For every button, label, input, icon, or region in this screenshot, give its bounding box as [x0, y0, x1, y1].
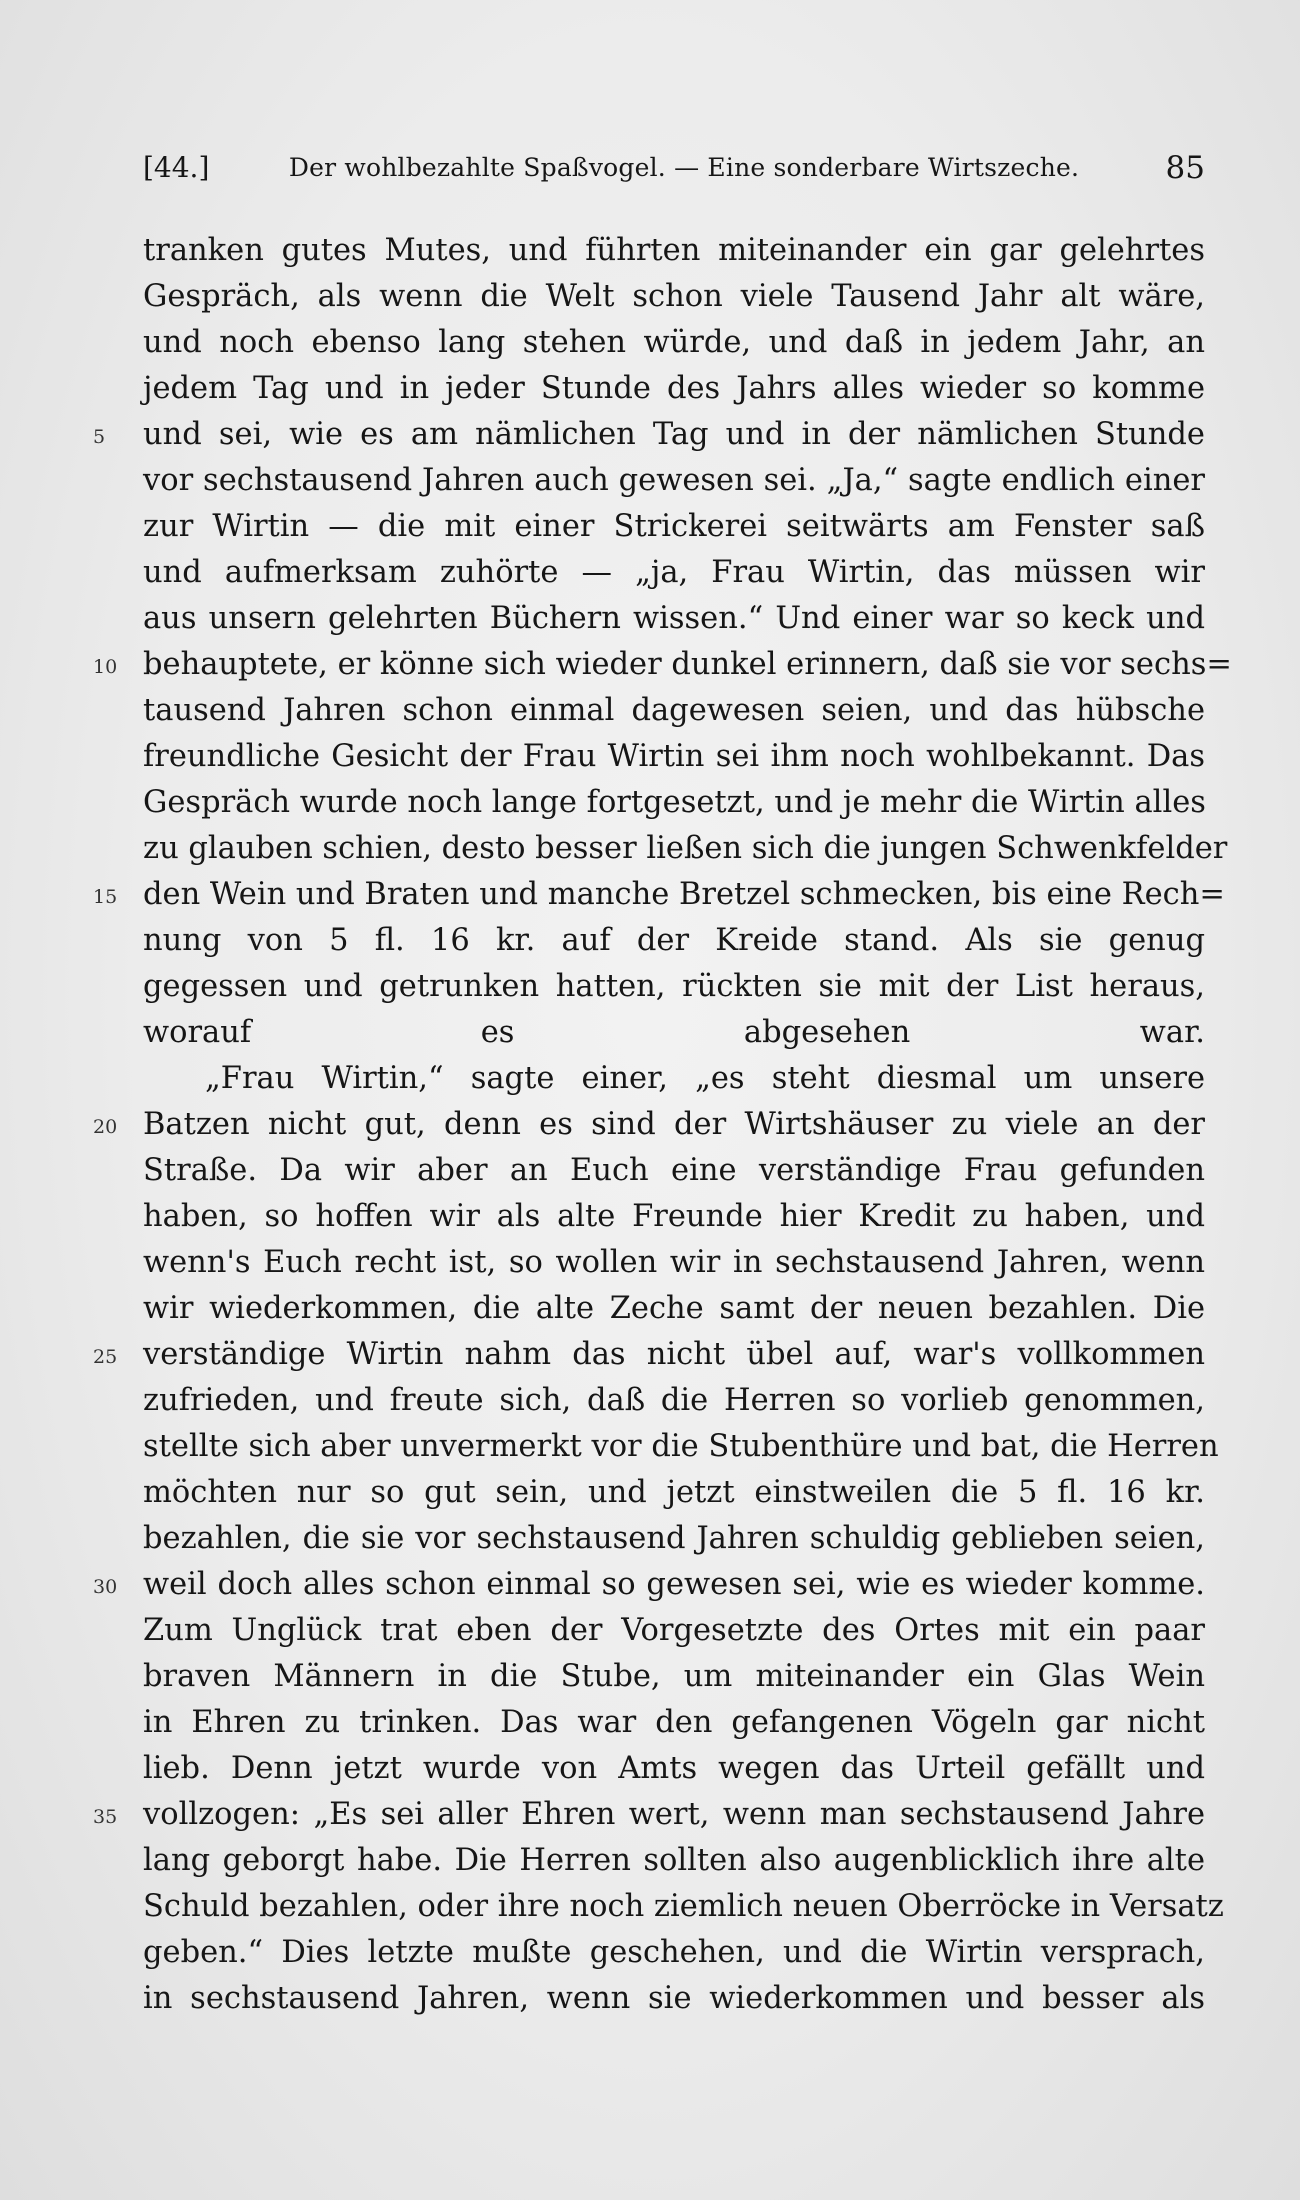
line-text: in Ehren zu trinken. Das war den gefangenen Vögeln gar nicht [143, 1705, 1205, 1740]
line-text: bezahlen, die sie vor sechstausend Jahren schuldig geblieben seien, [143, 1521, 1205, 1556]
text-line [143, 1838, 1205, 1884]
line-text: haben, so hoffen wir als alte Freunde hier Kredit zu haben, und [143, 1199, 1205, 1234]
line-text: tranken gutes Mutes, und führten miteinander ein gar gelehrtes [143, 233, 1205, 268]
line-text: zu glauben schien, desto besser ließen sich die jungen Schwenkfelder [143, 831, 1228, 866]
running-head [143, 148, 1205, 188]
line-number: 5 [93, 426, 106, 448]
text-line [143, 964, 1205, 1010]
text-line [143, 1056, 1205, 1102]
line-text: Gespräch, als wenn die Welt schon viele Tausend Jahr alt wäre, [143, 279, 1205, 314]
line-text: Zum Unglück trat eben der Vorgesetzte des Ortes mit ein paar [143, 1613, 1205, 1648]
line-text: braven Männern in die Stube, um miteinander ein Glas Wein [143, 1659, 1205, 1694]
text-line [143, 1608, 1205, 1654]
line-text: Batzen nicht gut, denn es sind der Wirtshäuser zu viele an der [143, 1107, 1205, 1142]
line-text: und sei, wie es am nämlichen Tag und in der nämlichen Stunde [143, 417, 1205, 452]
text-line [143, 1194, 1205, 1240]
text-line [143, 1976, 1205, 2022]
text-line [143, 320, 1205, 366]
text-line [143, 1148, 1205, 1194]
text-line [143, 1746, 1205, 1792]
line-text: freundliche Gesicht der Frau Wirtin sei ihm noch wohlbekannt. Das [143, 739, 1205, 774]
text-line [143, 1930, 1205, 1976]
text-line [93, 1792, 1205, 1838]
line-text: möchten nur so gut sein, und jetzt einstweilen die 5 fl. 16 kr. [143, 1475, 1205, 1510]
line-text: geben.“ Dies letzte mußte geschehen, und die Wirtin versprach, [143, 1935, 1205, 1970]
text-line [143, 1286, 1205, 1332]
line-text: zufrieden, und freute sich, daß die Herren so vorlieb genommen, [143, 1383, 1205, 1418]
line-text: vor sechstausend Jahren auch gewesen sei. „Ja,“ sagte endlich einer [143, 463, 1205, 498]
line-text: jedem Tag und in jeder Stunde des Jahrs alles wieder so komme [143, 371, 1205, 406]
text-line [143, 366, 1205, 412]
text-line [143, 1516, 1205, 1562]
line-text: aus unsern gelehrten Büchern wissen.“ Und einer war so keck und [143, 601, 1205, 636]
line-text: den Wein und Braten und manche Bretzel schmecken, bis eine Rech= [143, 877, 1225, 912]
line-text: gegessen und getrunken hatten, rückten sie mit der List heraus, [143, 969, 1205, 1004]
body-text [93, 228, 1232, 2022]
line-text: zur Wirtin — die mit einer Strickerei seitwärts am Fenster saß [143, 509, 1205, 544]
text-line [93, 1562, 1205, 1608]
text-line [93, 412, 1205, 458]
text-line [93, 872, 1225, 918]
line-text: lieb. Denn jetzt wurde von Amts wegen das Urteil gefällt und [143, 1751, 1205, 1786]
line-number: 25 [93, 1346, 118, 1368]
line-text: weil doch alles schon einmal so gewesen sei, wie es wieder komme. [143, 1567, 1205, 1602]
text-line [143, 1470, 1205, 1516]
line-text: verständige Wirtin nahm das nicht übel auf, war's vollkommen [143, 1337, 1205, 1372]
text-line [143, 1700, 1205, 1746]
line-number: 35 [93, 1806, 118, 1828]
text-line [143, 1378, 1205, 1424]
text-line [143, 1240, 1205, 1286]
line-text: nung von 5 fl. 16 kr. auf der Kreide stand. Als sie genug [143, 923, 1205, 958]
text-line [143, 826, 1228, 872]
text-line [143, 458, 1205, 504]
text-line [143, 780, 1205, 826]
line-number: 30 [93, 1576, 118, 1598]
text-line [143, 1010, 1205, 1056]
line-number: 15 [93, 886, 118, 908]
text-line [93, 642, 1232, 688]
text-line [143, 1424, 1219, 1470]
page-number: 85 [1165, 150, 1205, 186]
running-title: Der wohlbezahlte Spaßvogel. — Eine sonderbare Wirtszeche. [288, 153, 1080, 182]
line-text: Straße. Da wir aber an Euch eine verständige Frau gefunden [143, 1153, 1205, 1188]
text-line [143, 596, 1205, 642]
text-line [143, 1884, 1224, 1930]
line-number: 10 [93, 656, 118, 678]
line-text: und aufmerksam zuhörte — „ja, Frau Wirtin, das müssen wir [143, 555, 1205, 590]
text-line [93, 1332, 1205, 1378]
line-text: und noch ebenso lang stehen würde, und daß in jedem Jahr, an [143, 325, 1205, 360]
line-text: „Frau Wirtin,“ sagte einer, „es steht diesmal um unsere [205, 1061, 1205, 1096]
line-text: stellte sich aber unvermerkt vor die Stubenthüre und bat, die Herren [143, 1429, 1219, 1464]
text-line [143, 550, 1205, 596]
text-line [143, 274, 1205, 320]
text-line [143, 918, 1205, 964]
line-text: lang geborgt habe. Die Herren sollten also augenblicklich ihre alte [143, 1843, 1205, 1878]
line-text: Gespräch wurde noch lange fortgesetzt, und je mehr die Wirtin alles [143, 785, 1206, 820]
line-text: wir wiederkommen, die alte Zeche samt der neuen bezahlen. Die [143, 1291, 1205, 1326]
text-line [143, 1654, 1205, 1700]
line-text: in sechstausend Jahren, wenn sie wiederkommen und besser als [143, 1981, 1205, 2016]
line-text: wenn's Euch recht ist, so wollen wir in sechstausend Jahren, wenn [143, 1245, 1205, 1280]
section-number: [44.] [143, 151, 210, 184]
line-text: worauf es abgesehen war. [143, 1015, 1205, 1050]
line-text: behauptete, er könne sich wieder dunkel erinnern, daß sie vor sechs= [143, 647, 1232, 682]
text-line [93, 1102, 1205, 1148]
text-line [143, 734, 1205, 780]
line-text: vollzogen: „Es sei aller Ehren wert, wenn man sechstausend Jahre [143, 1797, 1205, 1832]
text-line [143, 688, 1205, 734]
text-line [143, 504, 1205, 550]
line-number: 20 [93, 1116, 118, 1138]
text-line [143, 228, 1205, 274]
line-text: Schuld bezahlen, oder ihre noch ziemlich neuen Oberröcke in Versatz [143, 1889, 1224, 1924]
line-text: tausend Jahren schon einmal dagewesen seien, und das hübsche [143, 693, 1205, 728]
